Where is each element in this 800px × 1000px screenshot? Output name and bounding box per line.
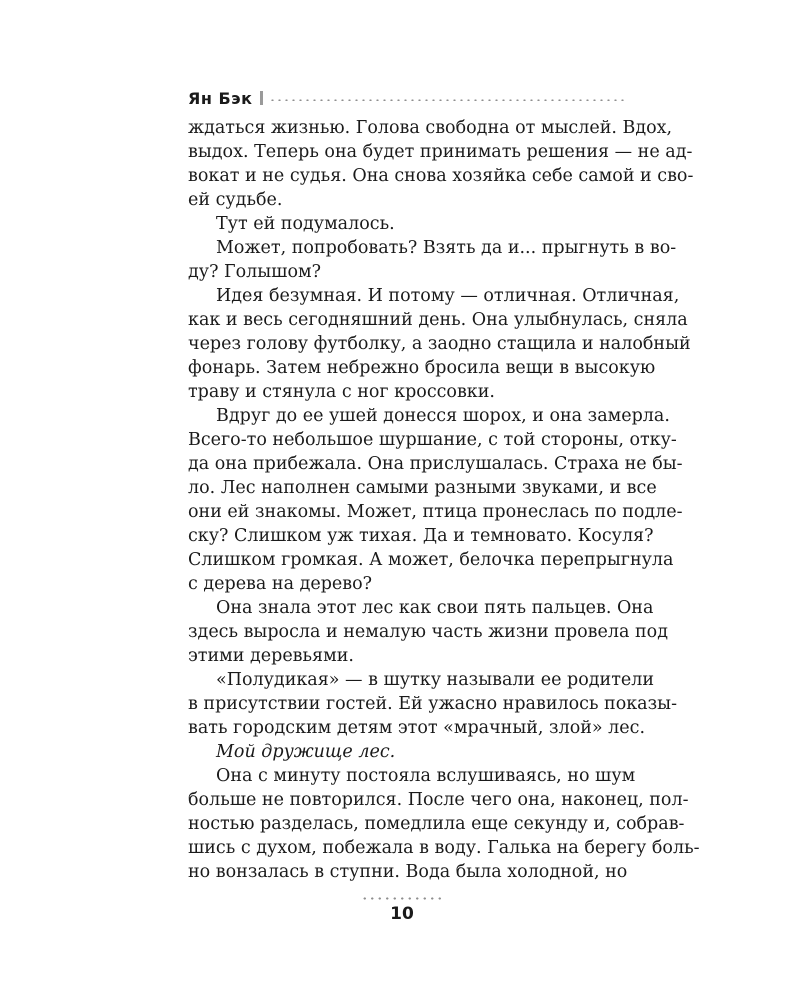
text-line: Она с минуту постояла вслушиваясь, но шум <box>216 766 636 786</box>
text-line: шись с духом, побежала в воду. Галька на берегу боль- <box>188 838 700 858</box>
text-line: Мой дружище лес. <box>216 742 396 762</box>
text-line: «Полудикая» — в шутку называли ее родители <box>216 670 655 690</box>
text-line: через голову футболку, а заодно стащила и налобный <box>188 334 691 354</box>
text-line: вать городским детям этот «мрачный, злой» лес. <box>188 718 646 738</box>
footer-dotted-rule <box>361 897 443 900</box>
text-line: ностью разделась, помедлила еще секунду и, собрав- <box>188 814 685 834</box>
text-line: траву и стянула с ног кроссовки. <box>188 382 495 402</box>
text-line: Она знала этот лес как свои пять пальцев. Она <box>216 598 654 618</box>
text-line: с дерева на дерево? <box>188 574 373 594</box>
text-line: этими деревьями. <box>188 646 354 666</box>
header-dotted-rule <box>269 99 628 101</box>
text-line: вокат и не судья. Она снова хозяйка себе самой и сво- <box>188 166 694 186</box>
text-line: ло. Лес наполнен самыми разными звуками, и все <box>188 478 657 498</box>
running-header <box>188 86 628 110</box>
text-line: но вонзалась в ступни. Вода была холодной, но <box>188 862 628 882</box>
text-line: ждаться жизнью. Голова свободна от мыслей. Вдох, <box>188 118 673 138</box>
text-line: здесь выросла и немалую часть жизни провела под <box>188 622 668 642</box>
body-text <box>188 116 700 884</box>
text-line: ску? Слишком уж тихая. Да и темновато. Косуля? <box>188 526 654 546</box>
text-line: Слишком громкая. А может, белочка перепрыгнула <box>188 550 674 570</box>
text-line: выдох. Теперь она будет принимать решения — не ад- <box>188 142 693 162</box>
author-name: Ян Бэк <box>188 88 253 108</box>
text-line: Может, попробовать? Взять да и... прыгнуть в во- <box>216 238 677 258</box>
page-number: 10 <box>390 904 414 924</box>
text-line: Идея безумная. И потому — отличная. Отличная, <box>216 286 680 306</box>
text-line: они ей знакомы. Может, птица пронеслась по подле- <box>188 502 683 522</box>
text-line: как и весь сегодняшний день. Она улыбнулась, сняла <box>188 310 688 330</box>
text-line: больше не повторился. После чего она, наконец, пол- <box>188 790 689 810</box>
text-line: в присутствии гостей. Ей ужасно нравилось показы- <box>188 694 677 714</box>
text-line: ей судьбе. <box>188 190 283 210</box>
header-bar <box>260 91 263 105</box>
text-line: фонарь. Затем небрежно бросила вещи в высокую <box>188 358 656 378</box>
text-line: Вдруг до ее ушей донесся шорох, и она замерла. <box>216 406 670 426</box>
text-line: Тут ей подумалось. <box>216 214 395 234</box>
text-line: ду? Голышом? <box>188 262 321 282</box>
text-line: Всего-то небольшое шуршание, с той стороны, отку- <box>188 430 677 450</box>
text-line: да она прибежала. Она прислушалась. Страха не бы- <box>188 454 683 474</box>
